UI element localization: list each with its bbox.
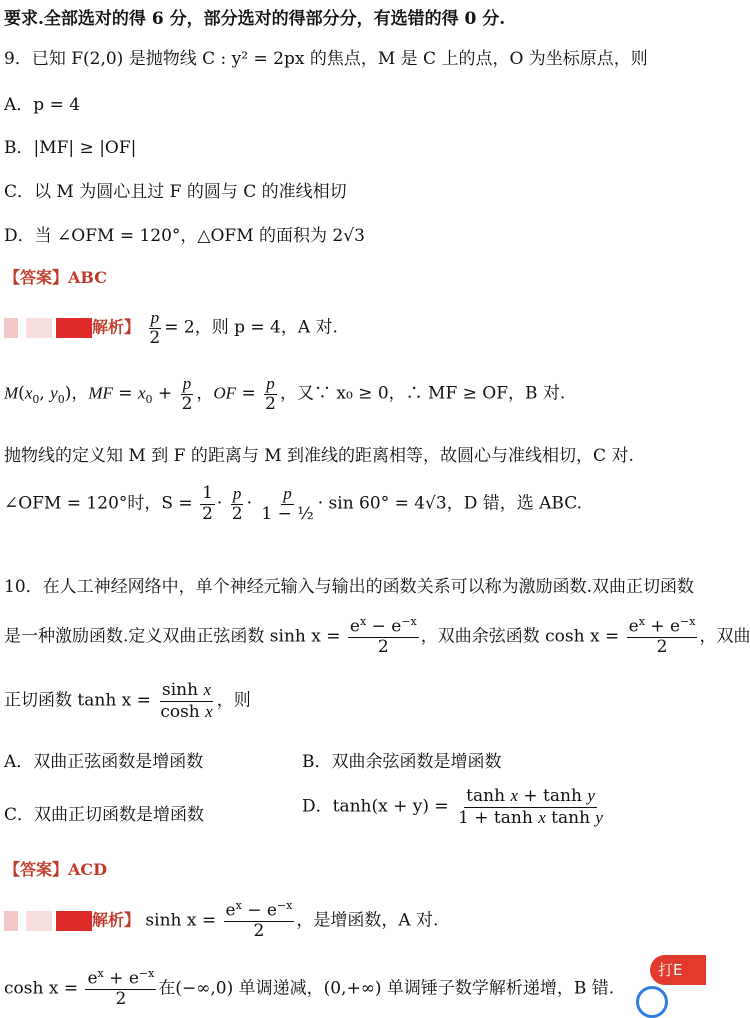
fraction-tanh-sum: $\frac{\text{tanh x + tanh y}}{\text{1 + tanh x tanh y}}$ bbox=[458, 786, 603, 828]
q10-stem-line3 bbox=[4, 680, 251, 722]
q10-sol1-post: ，是增函数，A 对. bbox=[296, 910, 439, 931]
q10-sol1-pre: sinh x = bbox=[145, 910, 217, 931]
q9-option-a: A．p = 4 bbox=[4, 95, 81, 115]
q10-stem-line2 bbox=[4, 616, 750, 658]
q10-option-c: C．双曲正切函数是增函数 bbox=[4, 805, 205, 825]
fraction-sinh-def: $\frac{e^x - e^{-x}}{2}$ bbox=[225, 899, 293, 942]
q9-solution-line1: 解析】 $\frac{p}{2}$ = 2，则 p = 4，A 对. bbox=[4, 308, 338, 348]
print-floating-button[interactable]: 打E bbox=[650, 955, 706, 985]
q9-solution-line4: ∠OFM = 120°时，S = $\frac{1}{2}$ · $\frac{p}{2}$ · $\frac{p}{\text{1 − ½}}$ · sin 60° = 4√3，D 错，选 ABC. bbox=[4, 483, 583, 524]
fraction-p-over-2: $\frac{p}{2}$ bbox=[149, 308, 161, 348]
fraction-cosh-def: $\frac{e^x + e^{-x}}{2}$ bbox=[628, 615, 696, 658]
q9-sol4-post: · sin 60° = 4√3，D 错，选 ABC. bbox=[317, 493, 583, 514]
q10-answer: 【答案】ACD bbox=[4, 860, 108, 879]
q9-stem: 9．已知 F(2,0) 是抛物线 C : y² = 2px 的焦点，M 是 C 上的点，O 为坐标原点，则 bbox=[4, 49, 648, 69]
redaction-mark bbox=[4, 318, 18, 338]
fraction-sinh-def: $\frac{e^x - e^{-x}}{2}$ bbox=[349, 615, 417, 658]
q9-option-c: C．以 M 为圆心且过 F 的圆与 C 的准线相切 bbox=[4, 182, 347, 202]
q10-solution-line2 bbox=[4, 968, 614, 1010]
fraction-1-over-2: $\frac{1}{2}$ bbox=[202, 483, 213, 524]
redaction-mark bbox=[56, 911, 92, 931]
q10-option-b: B．双曲余弦函数是增函数 bbox=[302, 752, 502, 772]
q10-sol2-pre: cosh x = bbox=[4, 978, 79, 999]
q9-sol2-text: ，又∵ x₀ ≥ 0，∴ MF ≥ OF，B 对. bbox=[279, 383, 566, 404]
q10-sol2-post: 在(−∞,0) 单调递减，(0,+∞) 单调锤子数学解析递增，B 错. bbox=[158, 978, 615, 999]
redaction-mark bbox=[26, 911, 52, 931]
q10-stem3-pre: 正切函数 tanh x = bbox=[4, 690, 151, 711]
q9-analysis-label: 解析】 bbox=[92, 317, 141, 337]
redaction-mark bbox=[56, 318, 92, 338]
fraction-p-over-2: $\frac{p}{2}$ bbox=[231, 484, 243, 524]
redaction-mark bbox=[4, 911, 18, 931]
fraction-tanh-def: $\frac{\text{sinh x}}{\text{cosh x}}$ bbox=[160, 680, 213, 722]
q10-analysis-label: 解析】 bbox=[92, 910, 141, 930]
circle-action-icon[interactable] bbox=[636, 986, 668, 1018]
q9-option-d: D．当 ∠OFM = 120°，△OFM 的面积为 2√3 bbox=[4, 226, 365, 246]
q9-solution-line2: $M(x_0$, $y_0$)，MF = $x_0$ + $\frac{p}{2}$ ，OF = $\frac{p}{2}$ ，又∵ x₀ ≥ 0，∴ MF ≥ OF，B 对. bbox=[4, 374, 566, 414]
fraction-p-over-1-minus-half: $\frac{p}{\text{1 − ½}}$ bbox=[261, 484, 314, 524]
q10-stem2-pre: 是一种激励函数.定义双曲正弦函数 sinh x = bbox=[4, 626, 341, 647]
fraction-p-over-2: $\frac{p}{2}$ bbox=[265, 374, 276, 414]
q10-stem2-mid: ，双曲余弦函数 cosh x = bbox=[420, 626, 620, 647]
redaction-mark bbox=[26, 318, 52, 338]
q10-stem3-post: ，则 bbox=[216, 690, 251, 711]
q10-option-d-pre: D．tanh(x + y) = bbox=[302, 796, 449, 817]
q9-option-b: B．|MF| ≥ |OF| bbox=[4, 138, 137, 158]
q9-solution-line3: 抛物线的定义知 M 到 F 的距离与 M 到准线的距离相等，故圆心与准线相切，C 对. bbox=[4, 446, 634, 466]
q10-stem-line1: 10．在人工神经网络中，单个神经元输入与输出的函数关系可以称为激励函数.双曲正切函数 bbox=[4, 577, 695, 597]
q10-stem2-post: ，双曲 bbox=[699, 626, 750, 647]
fraction-cosh-def: $\frac{e^x + e^{-x}}{2}$ bbox=[87, 967, 155, 1010]
instructions-header: 要求.全部选对的得 6 分，部分选对的得部分分，有选错的得 0 分. bbox=[4, 9, 506, 29]
q10-solution-line1 bbox=[4, 900, 438, 942]
q10-option-a: A．双曲正弦函数是增函数 bbox=[4, 752, 204, 772]
q9-answer: 【答案】ABC bbox=[4, 268, 107, 287]
q9-sol4-pre: ∠OFM = 120°时，S = bbox=[4, 493, 193, 514]
fraction-p-over-2: $\frac{p}{2}$ bbox=[181, 374, 193, 414]
q9-sol1-text: ，则 p = 4，A 对. bbox=[194, 317, 338, 338]
q10-option-d bbox=[302, 786, 607, 828]
